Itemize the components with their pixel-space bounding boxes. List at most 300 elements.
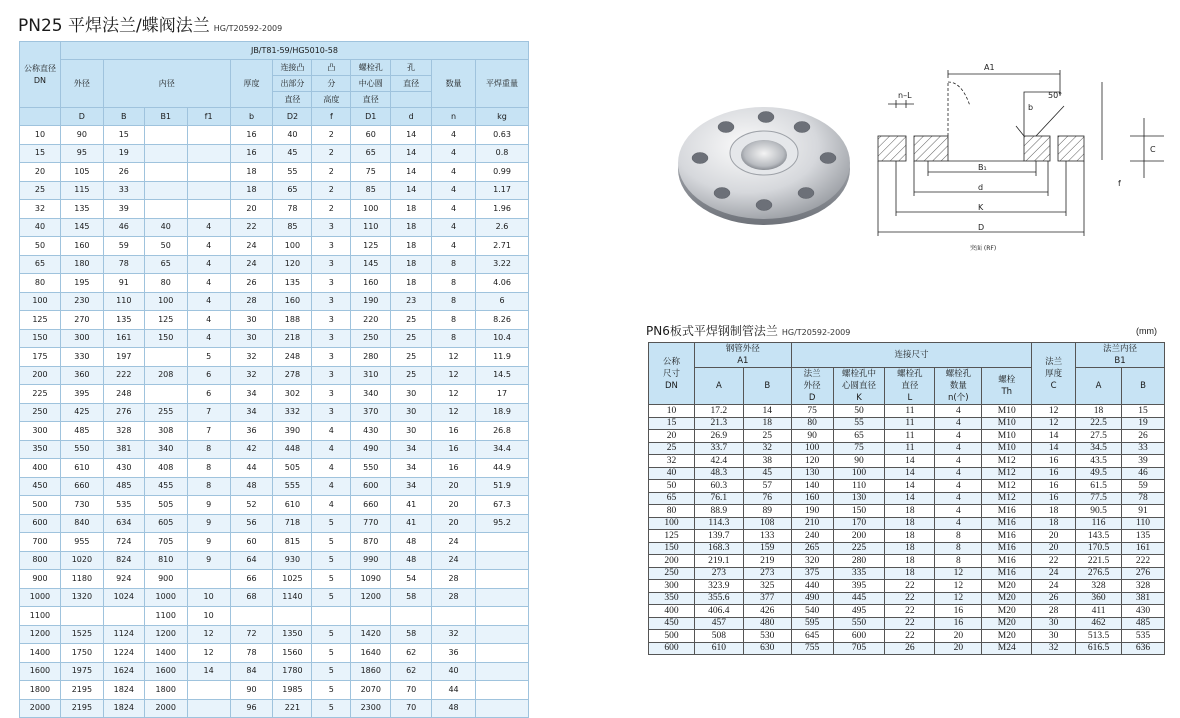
table-cell: 1525 <box>60 625 103 644</box>
table-cell <box>187 126 230 145</box>
table-cell: 14 <box>1032 430 1076 443</box>
table-cell: 10.4 <box>476 329 529 348</box>
table-cell: 42 <box>230 440 273 459</box>
table-cell: 77.5 <box>1076 492 1122 505</box>
table-cell: 20 <box>20 163 61 182</box>
table-cell: 1.96 <box>476 200 529 219</box>
table-cell: 89 <box>743 505 791 518</box>
table-cell: 540 <box>791 605 833 618</box>
label-k: K <box>978 203 984 212</box>
table-cell: 100 <box>20 292 61 311</box>
table-cell: 411 <box>1076 605 1122 618</box>
table-cell: 20 <box>1032 530 1076 543</box>
table-cell: 90 <box>230 681 273 700</box>
table-cell: 80 <box>144 274 187 293</box>
table-cell: 175 <box>20 348 61 367</box>
table-cell: 40 <box>432 662 476 681</box>
table-cell: 610 <box>273 496 312 515</box>
table-cell: 530 <box>743 630 791 643</box>
table-cell: 276 <box>1122 567 1165 580</box>
label-b1: B₁ <box>978 163 987 172</box>
table-cell: 161 <box>1122 542 1165 555</box>
table-cell: 310 <box>351 366 391 385</box>
table-row <box>20 144 529 163</box>
table-cell: 11 <box>885 442 935 455</box>
table-cell: 500 <box>649 630 695 643</box>
table-cell: 50 <box>833 405 885 418</box>
table-cell: 4.06 <box>476 274 529 293</box>
table-cell: 78 <box>273 200 312 219</box>
table-cell: 12 <box>432 366 476 385</box>
table-cell: 110 <box>1122 517 1165 530</box>
table-cell: 12 <box>432 403 476 422</box>
table-cell: 535 <box>103 496 144 515</box>
table-row <box>649 492 1165 505</box>
table-row <box>20 329 529 348</box>
table-cell: 197 <box>103 348 144 367</box>
table-cell: 52 <box>230 496 273 515</box>
table-cell: 36 <box>230 422 273 441</box>
table-row <box>649 517 1165 530</box>
table-cell: 28 <box>432 570 476 589</box>
table-cell: 4 <box>187 329 230 348</box>
table-cell: 490 <box>791 592 833 605</box>
pn25-table-container <box>19 41 529 713</box>
table-cell: 11.9 <box>476 348 529 367</box>
table-cell: 85 <box>351 181 391 200</box>
table-cell: 924 <box>103 570 144 589</box>
table-cell: 3 <box>312 218 351 237</box>
table-cell: 3 <box>312 274 351 293</box>
table-cell: 1975 <box>60 662 103 681</box>
table-cell: 278 <box>273 366 312 385</box>
t2-header-inner-diameter: 法兰内径 B1 <box>1076 343 1165 368</box>
table-row <box>20 459 529 478</box>
table-cell: 24 <box>1032 567 1076 580</box>
table-cell: 634 <box>103 514 144 533</box>
table-cell: 62 <box>391 662 432 681</box>
table-cell: 1800 <box>20 681 61 700</box>
table-row <box>20 533 529 552</box>
table-cell: 10 <box>20 126 61 145</box>
table-row <box>649 592 1165 605</box>
table-cell: 12 <box>1032 417 1076 430</box>
table-cell: 1020 <box>60 551 103 570</box>
table-cell: 222 <box>103 366 144 385</box>
table-cell: 17.2 <box>694 405 743 418</box>
table-cell: 30 <box>1032 630 1076 643</box>
table-cell: 610 <box>60 459 103 478</box>
table-cell: 4 <box>312 422 351 441</box>
table-cell: M12 <box>982 467 1032 480</box>
table-cell: 33 <box>1122 442 1165 455</box>
table-cell: 485 <box>60 422 103 441</box>
table-cell <box>103 607 144 626</box>
table-cell <box>391 607 432 626</box>
table-cell: 30 <box>391 403 432 422</box>
table-cell: 14 <box>391 144 432 163</box>
table-cell: 65 <box>833 430 885 443</box>
table-cell: 18 <box>1032 505 1076 518</box>
table-cell: 555 <box>273 477 312 496</box>
t2-header-pipe-od: 钢管外径 A1 <box>694 343 791 368</box>
table-cell: 990 <box>351 551 391 570</box>
table-cell: 273 <box>743 567 791 580</box>
table-cell: 605 <box>144 514 187 533</box>
table-cell <box>476 570 529 589</box>
table-cell <box>144 348 187 367</box>
table-cell: 4 <box>935 442 982 455</box>
table-cell: 4 <box>432 218 476 237</box>
table-cell: 616.5 <box>1076 642 1122 655</box>
table-cell: 16 <box>432 459 476 478</box>
table-cell: 27.5 <box>1076 430 1122 443</box>
drawing-lines <box>878 70 1164 236</box>
table-cell <box>144 163 187 182</box>
title1-standard: HG/T20592-2009 <box>213 24 283 33</box>
table-cell: 50 <box>649 480 695 493</box>
table-cell: 265 <box>791 542 833 555</box>
table-cell: 88.9 <box>694 505 743 518</box>
table-cell: 705 <box>144 533 187 552</box>
table-cell <box>144 181 187 200</box>
table-cell: M10 <box>982 417 1032 430</box>
table-cell: 381 <box>103 440 144 459</box>
label-n-l: n–L <box>898 91 912 100</box>
table-cell: 240 <box>791 530 833 543</box>
table-cell: 18 <box>885 555 935 568</box>
table-cell: 20 <box>649 430 695 443</box>
table-cell: 22 <box>885 580 935 593</box>
table-cell: 34 <box>391 459 432 478</box>
table-row <box>20 274 529 293</box>
table-cell: 21.3 <box>694 417 743 430</box>
t2-header-thickness: 法兰 厚度 C <box>1032 343 1076 405</box>
table-cell: 150 <box>20 329 61 348</box>
table-row <box>20 477 529 496</box>
table-cell: 190 <box>791 505 833 518</box>
table-cell: 90.5 <box>1076 505 1122 518</box>
table-cell: 135 <box>60 200 103 219</box>
table-cell: 51.9 <box>476 477 529 496</box>
flange-photo <box>676 103 852 227</box>
table-cell: 332 <box>273 403 312 422</box>
table-cell: 14 <box>885 480 935 493</box>
table-cell: 426 <box>743 605 791 618</box>
table-cell: 76.1 <box>694 492 743 505</box>
table-cell: 219 <box>743 555 791 568</box>
table-row <box>649 542 1165 555</box>
table-cell <box>273 607 312 626</box>
table-cell: 1024 <box>103 588 144 607</box>
table-cell: 600 <box>351 477 391 496</box>
table-cell: M20 <box>982 580 1032 593</box>
table-cell: 4 <box>187 292 230 311</box>
table-cell: 448 <box>273 440 312 459</box>
table-cell: 46 <box>103 218 144 237</box>
table-cell: 72 <box>230 625 273 644</box>
table-cell: 70 <box>391 681 432 700</box>
t2-header-b: B <box>743 368 791 405</box>
table-cell: 17 <box>476 385 529 404</box>
table-cell: 400 <box>649 605 695 618</box>
table-cell: 450 <box>20 477 61 496</box>
table-cell: 66 <box>230 570 273 589</box>
table-cell: 1860 <box>351 662 391 681</box>
table-cell: 61.5 <box>1076 480 1122 493</box>
table-cell: 16 <box>230 144 273 163</box>
table-cell: 2 <box>312 163 351 182</box>
title1-text: PN25 平焊法兰/蝶阀法兰 <box>18 16 210 36</box>
label-f: f <box>1118 179 1121 188</box>
table-cell: 12 <box>935 592 982 605</box>
table-cell: 250 <box>351 329 391 348</box>
table-cell <box>476 551 529 570</box>
table-cell: 350 <box>649 592 695 605</box>
table-cell: 23 <box>391 292 432 311</box>
pn6-flange-table <box>648 342 1165 655</box>
table-cell: 33 <box>103 181 144 200</box>
table-cell: 5 <box>312 699 351 718</box>
table-row <box>649 555 1165 568</box>
table-cell: 7 <box>187 403 230 422</box>
header-bolt-hole-3: 直径 <box>351 92 391 108</box>
table-cell: 26 <box>103 163 144 182</box>
table-cell: 2 <box>312 181 351 200</box>
label-big-d: D <box>978 223 985 232</box>
table-cell: 32 <box>20 200 61 219</box>
table-cell: 16 <box>230 126 273 145</box>
table-cell: M24 <box>982 642 1032 655</box>
table-cell: 600 <box>20 514 61 533</box>
table-cell: 170 <box>833 517 885 530</box>
table-cell: 8 <box>432 255 476 274</box>
table-cell: 550 <box>60 440 103 459</box>
table-cell: 9 <box>187 551 230 570</box>
table-cell: 18 <box>885 567 935 580</box>
table-cell: 11 <box>885 430 935 443</box>
table-cell: 20 <box>432 496 476 515</box>
table-cell: 1400 <box>20 644 61 663</box>
table-row <box>20 311 529 330</box>
table-cell: 0.63 <box>476 126 529 145</box>
table-cell: M16 <box>982 530 1032 543</box>
table-cell: 59 <box>103 237 144 256</box>
table-cell: 15 <box>20 144 61 163</box>
table-cell: 49.5 <box>1076 467 1122 480</box>
table-cell: 115 <box>60 181 103 200</box>
table-cell: 210 <box>791 517 833 530</box>
table-cell: 4 <box>935 467 982 480</box>
table-cell: 250 <box>20 403 61 422</box>
table-cell: 221 <box>273 699 312 718</box>
table-row <box>20 237 529 256</box>
table-cell: 9 <box>187 514 230 533</box>
table-cell: 3 <box>312 403 351 422</box>
header-connection: 连接凸 <box>273 60 312 76</box>
table-cell: 78 <box>103 255 144 274</box>
table-cell: 28 <box>1032 605 1076 618</box>
table-cell: 600 <box>649 642 695 655</box>
table-cell: 485 <box>1122 617 1165 630</box>
table-cell: 41 <box>391 514 432 533</box>
table-cell: 18 <box>885 517 935 530</box>
table-cell: 248 <box>103 385 144 404</box>
table-cell: 1600 <box>20 662 61 681</box>
table-cell: 300 <box>60 329 103 348</box>
table-cell: 62 <box>391 644 432 663</box>
table-cell: 4 <box>935 480 982 493</box>
table-cell: 7 <box>187 422 230 441</box>
table-cell <box>351 607 391 626</box>
table-cell: 34 <box>391 440 432 459</box>
table-cell: 24 <box>1032 580 1076 593</box>
table-cell: 280 <box>833 555 885 568</box>
header-boss-3: 高度 <box>312 92 351 108</box>
table-cell: 40 <box>20 218 61 237</box>
table-cell: 30 <box>1032 617 1076 630</box>
table-cell: 1.17 <box>476 181 529 200</box>
table-cell: 4 <box>312 477 351 496</box>
table-cell: 1200 <box>351 588 391 607</box>
table-cell: 1320 <box>60 588 103 607</box>
table-cell: 1560 <box>273 644 312 663</box>
symbol-cell: D <box>60 108 103 126</box>
table-cell <box>144 385 187 404</box>
table-row <box>20 625 529 644</box>
table-cell: 12 <box>187 644 230 663</box>
table-cell: 430 <box>1122 605 1165 618</box>
table-cell: 3 <box>312 292 351 311</box>
table-cell: 135 <box>273 274 312 293</box>
table-cell: 5 <box>312 644 351 663</box>
table-cell: 5 <box>312 588 351 607</box>
header-standard: JB/T81-59/HG5010-58 <box>60 42 528 60</box>
table-cell: 350 <box>20 440 61 459</box>
table-cell: 91 <box>103 274 144 293</box>
table-cell: 64 <box>230 551 273 570</box>
table-cell: 1800 <box>144 681 187 700</box>
table-row <box>649 455 1165 468</box>
table-cell: 4 <box>187 311 230 330</box>
table-cell: 140 <box>791 480 833 493</box>
table-cell: 22 <box>885 605 935 618</box>
table-cell: 40 <box>649 467 695 480</box>
table-cell: 1824 <box>103 681 144 700</box>
table-cell: 84 <box>230 662 273 681</box>
table-cell: 15 <box>649 417 695 430</box>
table-cell: 328 <box>103 422 144 441</box>
table-cell: 34.5 <box>1076 442 1122 455</box>
table-cell: 100 <box>791 442 833 455</box>
table-cell <box>312 607 351 626</box>
table-cell: 1100 <box>20 607 61 626</box>
table-cell <box>476 662 529 681</box>
label-angle: 50° <box>1048 91 1063 100</box>
table-cell: 26 <box>1032 592 1076 605</box>
table-cell: 46 <box>1122 467 1165 480</box>
table-cell: 4 <box>935 430 982 443</box>
page-title-pn6 <box>646 322 850 339</box>
table-cell: 490 <box>351 440 391 459</box>
table-cell: 3 <box>312 329 351 348</box>
table-cell: 38 <box>743 455 791 468</box>
table-cell: 16 <box>935 605 982 618</box>
table-cell: M20 <box>982 592 1032 605</box>
table-cell: 340 <box>144 440 187 459</box>
table-row <box>20 255 529 274</box>
table-cell: 495 <box>833 605 885 618</box>
table-cell: 955 <box>60 533 103 552</box>
table-cell: 190 <box>351 292 391 311</box>
table-cell: 150 <box>649 542 695 555</box>
table-cell: 24 <box>432 551 476 570</box>
table-cell: 18 <box>743 417 791 430</box>
table-cell: M10 <box>982 405 1032 418</box>
table-cell: 22 <box>1032 555 1076 568</box>
table-cell: 90 <box>791 430 833 443</box>
table-cell: 230 <box>60 292 103 311</box>
table-cell <box>187 699 230 718</box>
table-cell: 250 <box>649 567 695 580</box>
symbol-cell: n <box>432 108 476 126</box>
table-cell: 80 <box>649 505 695 518</box>
table-cell: 36 <box>432 644 476 663</box>
table-cell: 800 <box>20 551 61 570</box>
table-cell: 19 <box>103 144 144 163</box>
table-cell: 660 <box>60 477 103 496</box>
header-hole-2: 直径 <box>391 76 432 92</box>
table-cell: 24 <box>230 255 273 274</box>
table-cell: 80 <box>20 274 61 293</box>
table-cell: 30 <box>230 329 273 348</box>
table-cell: 6 <box>187 385 230 404</box>
table-cell: 60 <box>351 126 391 145</box>
table-cell: 95.2 <box>476 514 529 533</box>
table-cell: 1090 <box>351 570 391 589</box>
table-row <box>20 422 529 441</box>
table-row <box>649 505 1165 518</box>
table-cell: 500 <box>20 496 61 515</box>
table-cell: 595 <box>791 617 833 630</box>
table-cell: 48.3 <box>694 467 743 480</box>
table-cell: 12 <box>187 625 230 644</box>
table-cell: 105 <box>60 163 103 182</box>
table-cell: 4 <box>935 417 982 430</box>
table-cell: 10 <box>649 405 695 418</box>
table-cell: 58 <box>391 588 432 607</box>
table-cell: 505 <box>144 496 187 515</box>
table-cell: 56 <box>230 514 273 533</box>
table-cell: 14 <box>391 126 432 145</box>
table-cell: 116 <box>1076 517 1122 530</box>
table-cell: 12 <box>935 567 982 580</box>
table-cell: 440 <box>791 580 833 593</box>
table-cell: 24 <box>230 237 273 256</box>
table-cell: 550 <box>833 617 885 630</box>
table-cell: 221.5 <box>1076 555 1122 568</box>
table-cell: 200 <box>833 530 885 543</box>
table-cell: 25 <box>391 348 432 367</box>
table-cell: 395 <box>60 385 103 404</box>
table-cell <box>230 607 273 626</box>
table-cell: 20 <box>935 642 982 655</box>
table-cell: 8 <box>187 440 230 459</box>
table-cell: 6 <box>476 292 529 311</box>
table-row <box>20 366 529 385</box>
table-cell: 1200 <box>144 625 187 644</box>
table-cell: 225 <box>833 542 885 555</box>
